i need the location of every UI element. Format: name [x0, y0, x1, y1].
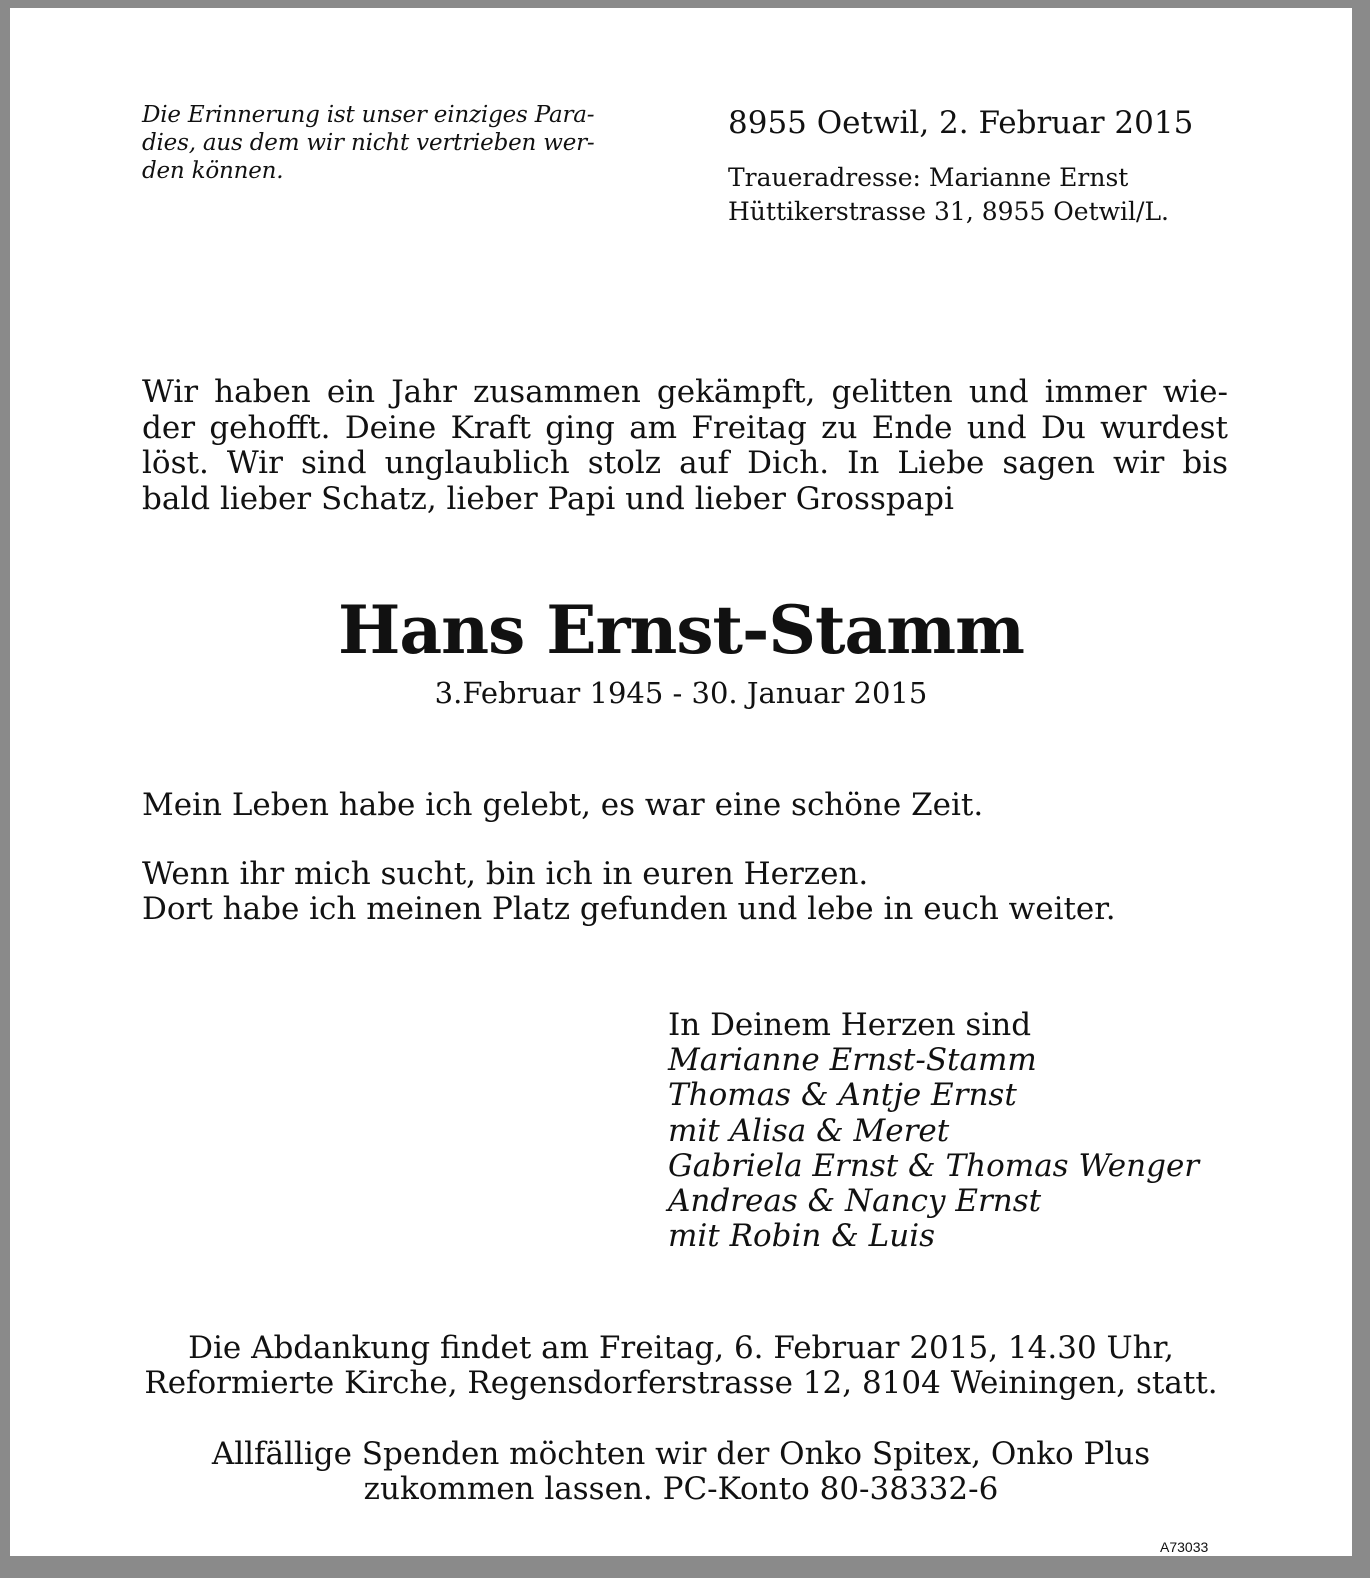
mourning-address: [728, 161, 1169, 229]
motto-line: den können.: [142, 158, 284, 184]
donation-line: zukommen lassen. PC-Konto 80-38332-6: [363, 1471, 999, 1507]
place-date: 8955 Oetwil, 2. Februar 2015: [728, 105, 1194, 141]
ad-code: A73033: [1160, 1539, 1209, 1555]
motto-line: Die Erinnerung ist unser einziges Para-: [142, 102, 595, 128]
funeral-service-info: [10, 1331, 1352, 1401]
poem-line: Wenn ihr mich sucht, bin ich in euren Herzen.: [142, 856, 869, 892]
address-line: Traueradresse: Marianne Ernst: [728, 163, 1129, 192]
intro-line: bald lieber Schatz, lieber Papi und lieber Grosspapi: [142, 481, 954, 517]
intro-line: der gehofft. Deine Kraft ging am Freitag zu Ende und Du wurdest: [142, 410, 1228, 446]
family-member: Marianne Ernst-Stamm: [668, 1042, 1037, 1079]
life-dates: 3.Februar 1945 - 30. Januar 2015: [434, 676, 928, 710]
service-line: Die Abdankung findet am Freitag, 6. Februar 2015, 14.30 Uhr,: [188, 1330, 1174, 1366]
deceased-name: Hans Ernst-Stamm: [338, 591, 1024, 669]
family-list: [668, 1008, 1199, 1254]
family-heading: In Deinem Herzen sind: [668, 1007, 1032, 1043]
donation-info: [10, 1437, 1352, 1507]
family-member: mit Robin & Luis: [668, 1218, 936, 1255]
family-member: mit Alisa & Meret: [668, 1112, 950, 1149]
family-member: Gabriela Ernst & Thomas Wenger: [668, 1147, 1200, 1184]
motto-line: dies, aus dem wir nicht vertrieben wer-: [142, 130, 595, 156]
obituary-page: [10, 8, 1352, 1556]
motto-quote: [142, 101, 595, 185]
family-member: Thomas & Antje Ernst: [668, 1077, 1017, 1114]
intro-paragraph: [142, 375, 1228, 517]
intro-line: Wir haben ein Jahr zusammen gekämpft, gelitten und immer wie-: [142, 375, 1228, 410]
intro-line: löst. Wir sind unglaublich stolz auf Dich. In Liebe sagen wir bis: [142, 446, 1228, 481]
poem-stanza: [142, 857, 1116, 927]
poem-line: Dort habe ich meinen Platz gefunden und lebe in euch weiter.: [142, 891, 1116, 927]
service-line: Reformierte Kirche, Regensdorferstrasse 12, 8104 Weiningen, statt.: [144, 1365, 1218, 1401]
family-member: Andreas & Nancy Ernst: [668, 1183, 1042, 1220]
poem-line: Mein Leben habe ich gelebt, es war eine schöne Zeit.: [142, 787, 984, 823]
donation-line: Allfällige Spenden möchten wir der Onko Spitex, Onko Plus: [211, 1436, 1151, 1472]
address-line: Hüttikerstrasse 31, 8955 Oetwil/L.: [728, 197, 1169, 226]
